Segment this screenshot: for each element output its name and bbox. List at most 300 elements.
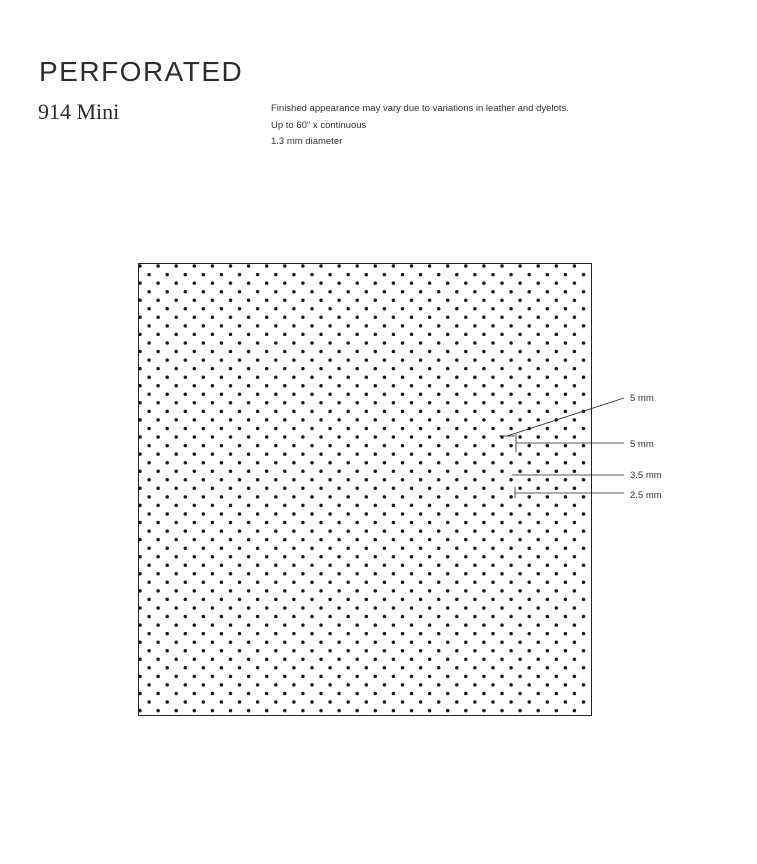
perforation-hole: [410, 504, 414, 508]
perforation-hole: [509, 512, 512, 516]
perforation-hole: [202, 598, 206, 602]
perforation-hole: [174, 435, 178, 439]
perforation-hole: [220, 393, 224, 397]
perforation-hole: [582, 581, 586, 585]
perforation-hole: [184, 700, 188, 704]
perforation-hole: [428, 504, 432, 508]
perforation-hole: [410, 521, 414, 525]
perforation-hole: [428, 572, 432, 576]
perforation-hole: [365, 478, 369, 482]
perforation-hole: [582, 666, 586, 670]
perforation-hole: [419, 512, 423, 516]
perforation-hole: [319, 384, 323, 388]
perforation-hole: [527, 410, 531, 414]
perforation-hole: [536, 384, 540, 388]
perforation-hole: [374, 350, 378, 354]
perforation-hole: [491, 358, 495, 362]
perforation-hole: [238, 307, 242, 311]
perforation-hole: [292, 290, 296, 294]
perforation-hole: [193, 487, 197, 491]
perforation-hole: [184, 341, 188, 345]
perforation-hole: [383, 478, 387, 482]
perforation-hole: [274, 581, 278, 585]
perforation-hole: [265, 504, 269, 508]
perforation-hole: [518, 401, 522, 405]
perforation-hole: [193, 589, 197, 593]
perforation-hole: [383, 683, 387, 687]
swatch-border: [139, 264, 592, 716]
perforation-hole: [229, 606, 233, 610]
perforation-hole: [500, 623, 504, 627]
perforation-hole: [419, 341, 423, 345]
perforation-hole: [365, 632, 369, 636]
perforation-hole: [410, 709, 414, 713]
perforation-hole: [464, 692, 468, 696]
perforation-hole: [573, 572, 577, 576]
perforation-hole: [410, 487, 414, 491]
perforation-hole: [184, 273, 188, 277]
perforation-hole: [274, 427, 278, 431]
perforation-hole: [301, 572, 305, 576]
perforation-hole: [374, 487, 378, 491]
perforation-hole: [211, 298, 215, 302]
perforation-hole: [446, 572, 450, 576]
perforation-hole: [292, 444, 296, 448]
perforation-hole: [319, 623, 323, 627]
perforation-hole: [156, 435, 160, 439]
perforation-hole: [265, 264, 269, 268]
perforation-hole: [473, 427, 477, 431]
perforation-hole: [229, 452, 233, 456]
perforation-hole: [564, 632, 568, 636]
perforation-hole: [428, 538, 432, 542]
perforation-hole: [374, 418, 378, 422]
perforation-hole: [174, 538, 178, 542]
perforation-hole: [346, 700, 350, 704]
perforation-hole: [527, 546, 531, 550]
perforation-hole: [184, 666, 188, 670]
perforation-hole: [247, 401, 251, 405]
perforation-hole: [247, 623, 251, 627]
perforation-hole: [419, 393, 423, 397]
perforation-hole: [174, 487, 178, 491]
perforation-hole: [265, 675, 269, 679]
perforation-hole: [301, 487, 305, 491]
perforation-hole: [509, 290, 512, 294]
perforation-hole: [392, 504, 396, 508]
perforation-hole: [582, 649, 586, 653]
perforation-hole: [147, 290, 151, 294]
perforation-hole: [355, 384, 359, 388]
perforation-hole: [220, 666, 224, 670]
perforation-hole: [564, 273, 568, 277]
perforation-hole: [509, 341, 512, 345]
perforation-hole: [138, 350, 142, 354]
perforation-hole: [184, 358, 188, 362]
perforation-hole: [428, 367, 432, 371]
perforation-hole: [573, 281, 577, 285]
perforation-hole: [582, 700, 586, 704]
perforation-hole: [220, 529, 224, 533]
perforation-hole: [319, 640, 323, 644]
perforation-hole: [292, 632, 296, 636]
perforation-hole: [555, 504, 559, 508]
perforation-hole: [184, 410, 188, 414]
perforation-hole: [193, 538, 197, 542]
perforation-hole: [464, 658, 468, 662]
perforation-hole: [482, 487, 486, 491]
perforation-hole: [473, 683, 477, 687]
perforation-hole: [138, 418, 142, 422]
perforation-hole: [518, 452, 522, 456]
perforation-hole: [428, 640, 432, 644]
perforation-hole: [229, 469, 233, 473]
perforation-hole: [509, 273, 512, 277]
perforation-hole: [446, 606, 450, 610]
perforation-hole: [355, 469, 359, 473]
perforation-hole: [274, 615, 278, 619]
perforation-hole: [482, 401, 486, 405]
perforation-hole: [428, 401, 432, 405]
perforation-hole: [491, 546, 495, 550]
perforation-hole: [202, 632, 206, 636]
perforation-hole: [355, 350, 359, 354]
perforation-hole: [455, 529, 459, 533]
perforation-hole: [283, 606, 287, 610]
perforation-hole: [536, 640, 540, 644]
perforation-hole: [256, 632, 260, 636]
perforation-hole: [555, 675, 559, 679]
perforation-hole: [156, 264, 160, 268]
perforation-hole: [265, 384, 269, 388]
perforation-hole: [247, 333, 251, 337]
perforation-hole: [229, 658, 233, 662]
perforation-hole: [310, 375, 314, 379]
perforation-hole: [292, 546, 296, 550]
perforation-hole: [165, 529, 169, 533]
perforation-hole: [536, 281, 540, 285]
perforation-hole: [256, 307, 260, 311]
perforation-hole: [256, 324, 260, 328]
perforation-hole: [437, 410, 441, 414]
perforation-hole: [564, 478, 568, 482]
perforation-hole: [256, 666, 260, 670]
perforation-hole: [147, 546, 151, 550]
perforation-hole: [184, 427, 188, 431]
perforation-hole: [582, 290, 586, 294]
perforation-hole: [346, 512, 350, 516]
perforation-hole: [337, 264, 341, 268]
perforation-hole: [473, 393, 477, 397]
perforation-hole: [165, 615, 169, 619]
perforation-hole: [437, 273, 441, 277]
perforation-hole: [482, 504, 486, 508]
perforation-hole: [211, 555, 215, 559]
perforation-hole: [328, 307, 332, 311]
perforation-hole: [310, 683, 314, 687]
perforation-hole: [265, 521, 269, 525]
perforation-hole: [392, 264, 396, 268]
perforation-hole: [229, 281, 233, 285]
perforation-hole: [147, 632, 151, 636]
perforation-hole: [401, 307, 405, 311]
perforation-hole: [500, 589, 504, 593]
perforation-hole: [410, 401, 414, 405]
perforation-hole: [392, 281, 396, 285]
perforation-hole: [437, 564, 441, 568]
perforation-hole: [211, 367, 215, 371]
perforation-hole: [536, 606, 540, 610]
perforation-hole: [355, 675, 359, 679]
perforation-hole: [437, 478, 441, 482]
perforation-hole: [419, 649, 423, 653]
perforation-hole: [546, 632, 550, 636]
perforation-hole: [419, 290, 423, 294]
perforation-hole: [310, 615, 314, 619]
perforation-hole: [165, 632, 169, 636]
perforation-hole: [455, 358, 459, 362]
perforation-hole: [401, 546, 405, 550]
perforation-hole: [256, 512, 260, 516]
perforation-hole: [482, 316, 486, 320]
perforation-hole: [500, 264, 504, 268]
perforation-hole: [165, 410, 169, 414]
perforation-hole: [138, 469, 142, 473]
perforation-hole: [193, 469, 197, 473]
perforation-hole: [573, 333, 577, 337]
perforation-hole: [401, 427, 405, 431]
perforation-hole: [437, 290, 441, 294]
perforation-hole: [527, 564, 531, 568]
perforation-hole: [202, 683, 206, 687]
perforation-hole: [165, 495, 169, 499]
perforation-hole: [274, 393, 278, 397]
perforation-hole: [220, 512, 224, 516]
perforation-hole: [555, 487, 559, 491]
perforation-hole: [211, 504, 215, 508]
perforation-hole: [582, 546, 586, 550]
perforation-hole: [546, 461, 550, 465]
perforation-hole: [328, 324, 332, 328]
perforation-hole: [265, 333, 269, 337]
perforation-hole: [555, 623, 559, 627]
perforation-hole: [265, 298, 269, 302]
perforation-hole: [564, 683, 568, 687]
perforation-hole: [500, 487, 504, 491]
perforation-hole: [500, 384, 504, 388]
perforation-hole: [238, 700, 242, 704]
perforation-hole: [546, 666, 550, 670]
perforation-hole: [301, 298, 305, 302]
perforation-hole: [156, 504, 160, 508]
perforation-hole: [401, 700, 405, 704]
perforation-hole: [274, 700, 278, 704]
perforation-hole: [419, 410, 423, 414]
perforation-hole: [147, 683, 151, 687]
perforation-hole: [419, 632, 423, 636]
perforation-hole: [555, 606, 559, 610]
perforation-hole: [147, 324, 151, 328]
perforation-hole: [301, 350, 305, 354]
perforation-hole: [518, 709, 522, 713]
perforation-hole: [437, 307, 441, 311]
perforation-hole: [428, 298, 432, 302]
perforation-hole: [527, 529, 531, 533]
perforation-hole: [337, 504, 341, 508]
perforation-hole: [202, 666, 206, 670]
perforation-hole: [491, 324, 495, 328]
perforation-hole: [482, 589, 486, 593]
perforation-hole: [464, 469, 468, 473]
perforation-hole: [500, 692, 504, 696]
perforation-hole: [202, 290, 206, 294]
perforation-hole: [582, 341, 586, 345]
perforation-hole: [437, 649, 441, 653]
perforation-hole: [355, 606, 359, 610]
perforation-hole: [428, 281, 432, 285]
page-title: PERFORATED: [39, 56, 244, 87]
perforation-hole: [283, 640, 287, 644]
perforation-hole: [482, 555, 486, 559]
perforation-hole: [319, 606, 323, 610]
perforation-hole: [174, 452, 178, 456]
perforation-hole: [374, 401, 378, 405]
perforation-hole: [527, 461, 531, 465]
perforation-hole: [473, 546, 477, 550]
perforation-hole: [147, 461, 151, 465]
perforation-hole: [446, 298, 450, 302]
perforation-hole: [147, 307, 151, 311]
perforation-hole: [174, 401, 178, 405]
perforation-hole: [509, 615, 512, 619]
perforation-hole: [564, 495, 568, 499]
perforation-hole: [527, 393, 531, 397]
perforation-hole: [392, 452, 396, 456]
perforation-hole: [256, 478, 260, 482]
perforation-hole: [346, 666, 350, 670]
perforation-hole: [573, 640, 577, 644]
perforation-hole: [437, 495, 441, 499]
perforation-hole: [193, 692, 197, 696]
perforation-hole: [193, 521, 197, 525]
perforation-hole: [156, 367, 160, 371]
perforation-hole: [211, 316, 215, 320]
perforation-hole: [573, 504, 577, 508]
perforation-hole: [473, 307, 477, 311]
perforation-hole: [455, 615, 459, 619]
perforation-hole: [283, 298, 287, 302]
perforation-hole: [473, 615, 477, 619]
perforation-hole: [464, 418, 468, 422]
perforation-hole: [220, 273, 224, 277]
perforation-hole: [482, 418, 486, 422]
perforation-hole: [138, 384, 142, 388]
perforation-hole: [464, 435, 468, 439]
perforation-hole: [184, 307, 188, 311]
perforation-hole: [220, 427, 224, 431]
perforation-hole: [265, 589, 269, 593]
perforation-hole: [310, 444, 314, 448]
perforation-hole: [455, 444, 459, 448]
perforation-hole: [283, 264, 287, 268]
perforation-hole: [156, 452, 160, 456]
perforation-hole: [428, 692, 432, 696]
perforation-hole: [319, 538, 323, 542]
perforation-hole: [319, 298, 323, 302]
perforation-hole: [202, 478, 206, 482]
perforation-hole: [555, 555, 559, 559]
perforation-hole: [202, 273, 206, 277]
perforation-hole: [582, 461, 586, 465]
perforation-hole: [283, 692, 287, 696]
perforation-hole: [410, 384, 414, 388]
perforation-hole: [428, 623, 432, 627]
perforation-hole: [383, 529, 387, 533]
perforation-hole: [256, 598, 260, 602]
perforation-hole: [310, 273, 314, 277]
perforation-hole: [174, 555, 178, 559]
perforation-hole: [310, 410, 314, 414]
perforation-hole: [455, 564, 459, 568]
perforation-hole: [437, 375, 441, 379]
perforation-hole: [220, 358, 224, 362]
note-size: Up to 60" x continuous: [271, 119, 367, 131]
perforation-hole: [193, 675, 197, 679]
perforation-hole: [564, 324, 568, 328]
perforation-hole: [491, 375, 495, 379]
perforation-hole: [419, 683, 423, 687]
perforation-hole: [491, 461, 495, 465]
perforation-hole: [247, 555, 251, 559]
perforation-hole: [247, 589, 251, 593]
perforation-hole: [536, 367, 540, 371]
perforation-hole: [546, 290, 550, 294]
perforation-hole: [319, 709, 323, 713]
perforation-hole: [365, 324, 369, 328]
perforation-hole: [437, 444, 441, 448]
perforation-hole: [310, 546, 314, 550]
perforation-hole: [437, 683, 441, 687]
perforation-hole: [564, 444, 568, 448]
perforation-hole: [392, 640, 396, 644]
perforation-hole: [383, 700, 387, 704]
perforation-hole: [500, 555, 504, 559]
perforation-hole: [238, 273, 242, 277]
perforation-hole: [319, 281, 323, 285]
perforation-hole: [265, 640, 269, 644]
perforation-hole: [428, 487, 432, 491]
perforation-hole: [446, 709, 450, 713]
perforation-hole: [283, 316, 287, 320]
perforation-hole: [374, 384, 378, 388]
perforation-hole: [355, 538, 359, 542]
perforation-hole: [464, 316, 468, 320]
perforation-hole: [283, 538, 287, 542]
perforation-hole: [292, 324, 296, 328]
perforation-hole: [437, 512, 441, 516]
perforation-hole: [238, 495, 242, 499]
perforation-hole: [292, 358, 296, 362]
perforation-hole: [437, 598, 441, 602]
perforation-hole: [500, 316, 504, 320]
perforation-hole: [437, 324, 441, 328]
perforation-hole: [265, 538, 269, 542]
perforation-hole: [174, 709, 178, 713]
perforation-hole: [419, 444, 423, 448]
perforation-hole: [428, 435, 432, 439]
perforation-hole: [147, 564, 151, 568]
perforation-hole: [464, 333, 468, 337]
